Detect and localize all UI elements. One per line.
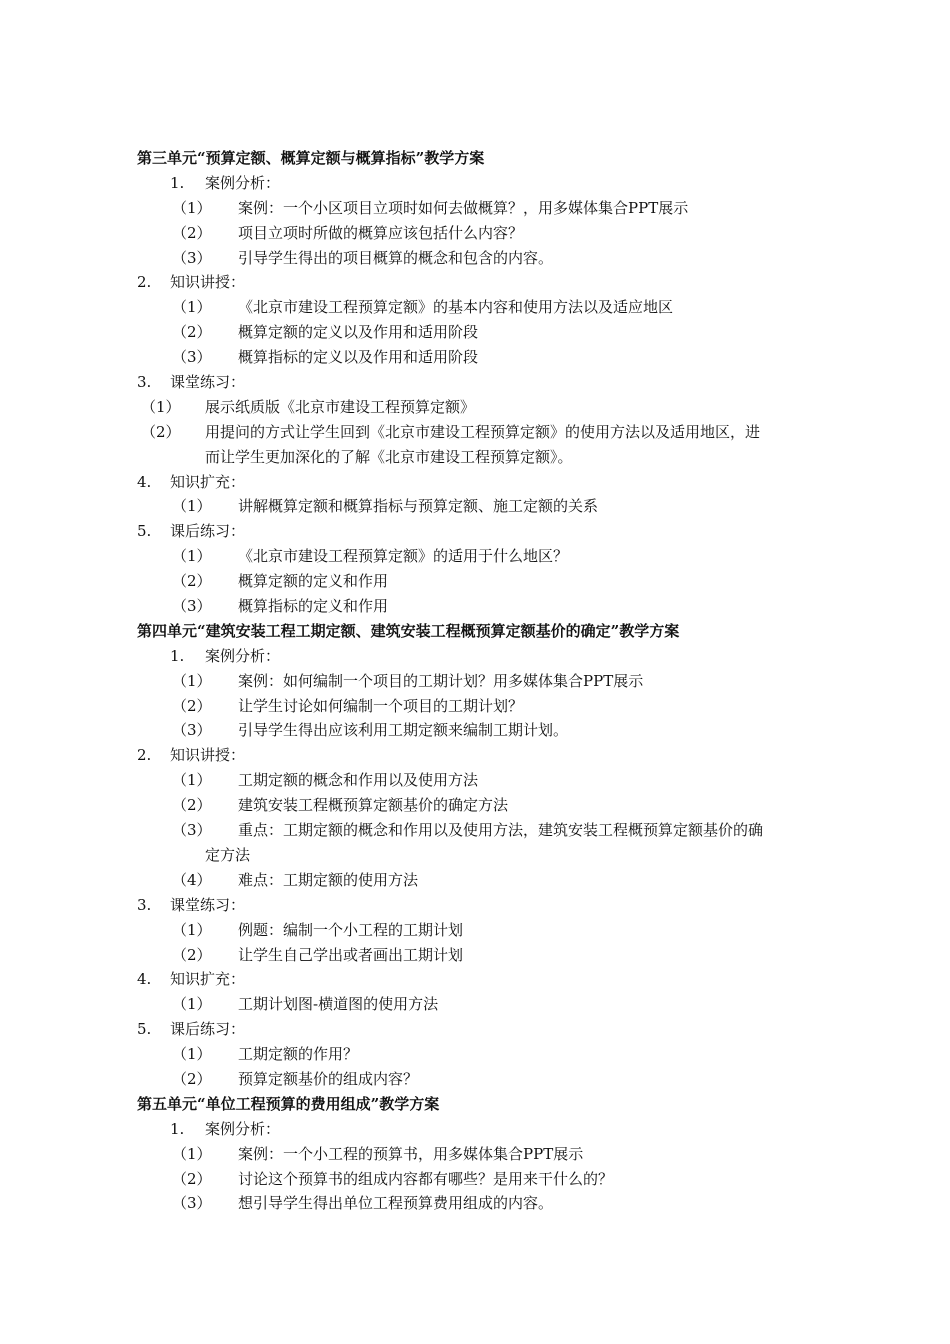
item-text: 案例：如何编制一个项目的工期计划？用多媒体集合PPT展示 <box>238 671 644 690</box>
list-item <box>0 893 950 918</box>
item-number: （2） <box>172 323 212 342</box>
item-number: （1） <box>172 198 212 217</box>
list-item <box>0 1142 950 1167</box>
list-item <box>0 544 950 569</box>
list-item <box>0 445 950 470</box>
item-text: 知识扩充： <box>170 472 246 491</box>
item-text: 工期计划图-横道图的使用方法 <box>238 995 439 1014</box>
item-number: （1） <box>172 771 212 790</box>
item-text: 案例分析： <box>205 173 281 192</box>
item-number: （1） <box>172 547 212 566</box>
list-item <box>0 196 950 221</box>
item-text: 课后练习： <box>170 522 246 541</box>
list-item <box>0 694 950 719</box>
item-text: 展示纸质版《北京市建设工程预算定额》 <box>205 397 476 416</box>
item-text: 知识讲授： <box>170 273 246 292</box>
list-item <box>0 569 950 594</box>
item-text: 重点：工期定额的概念和作用以及使用方法，建筑安装工程概预算定额基价的确 <box>238 821 764 840</box>
item-text: 项目立项时所做的概算应该包括什么内容？ <box>238 223 524 242</box>
item-text: 案例：一个小区项目立项时如何去做概算？，用多媒体集合PPT展示 <box>238 198 689 217</box>
item-number: （1） <box>172 497 212 516</box>
list-item <box>0 669 950 694</box>
item-text: 《北京市建设工程预算定额》的基本内容和使用方法以及适应地区 <box>238 298 674 317</box>
item-number: （4） <box>172 870 212 889</box>
item-number: （1） <box>172 1045 212 1064</box>
item-text: 案例：一个小工程的预算书，用多媒体集合PPT展示 <box>238 1144 584 1163</box>
item-number: （3） <box>172 597 212 616</box>
list-item <box>0 1017 950 1042</box>
item-number: （1） <box>141 397 181 416</box>
list-item <box>0 843 950 868</box>
item-number: （3） <box>172 248 212 267</box>
item-number: （2） <box>172 572 212 591</box>
item-text: 想引导学生得出单位工程预算费用组成的内容。 <box>238 1194 554 1213</box>
item-number: （2） <box>172 1169 212 1188</box>
item-number: （1） <box>172 671 212 690</box>
item-text: 概算指标的定义以及作用和适用阶段 <box>238 348 479 367</box>
item-text: 《北京市建设工程预算定额》的适用于什么地区？ <box>238 547 569 566</box>
list-item <box>0 395 950 420</box>
list-item <box>0 1191 950 1216</box>
item-number: （3） <box>172 721 212 740</box>
item-text: 概算定额的定义以及作用和适用阶段 <box>238 323 479 342</box>
list-item <box>0 1117 950 1142</box>
item-number: （2） <box>172 945 212 964</box>
item-text: 第五单元“单位工程预算的费用组成”教学方案 <box>137 1094 440 1113</box>
item-number: 5. <box>137 1020 152 1039</box>
item-text: 工期定额的概念和作用以及使用方法 <box>238 771 479 790</box>
item-number: （2） <box>172 696 212 715</box>
item-text: 而让学生更加深化的了解《北京市建设工程预算定额》。 <box>205 447 573 466</box>
item-text: 引导学生得出的项目概算的概念和包含的内容。 <box>238 248 554 267</box>
item-number: 4. <box>137 472 152 491</box>
item-number: 3. <box>137 373 152 392</box>
document-body <box>0 146 950 1216</box>
item-text: 知识讲授： <box>170 746 246 765</box>
list-item <box>0 644 950 669</box>
item-text: 工期定额的作用？ <box>238 1045 359 1064</box>
item-text: 讲解概算定额和概算指标与预算定额、施工定额的关系 <box>238 497 599 516</box>
item-text: 用提问的方式让学生回到《北京市建设工程预算定额》的使用方法以及适用地区，进 <box>205 422 761 441</box>
item-text: 预算定额基价的组成内容？ <box>238 1069 419 1088</box>
item-number: （1） <box>172 298 212 317</box>
list-item <box>0 320 950 345</box>
list-item <box>0 868 950 893</box>
item-text: 让学生自己学出或者画出工期计划 <box>238 945 464 964</box>
item-number: （3） <box>172 348 212 367</box>
list-item <box>0 768 950 793</box>
list-item <box>0 594 950 619</box>
unit-heading <box>0 619 950 644</box>
item-number: 2. <box>137 746 152 765</box>
item-text: 概算定额的定义和作用 <box>238 572 389 591</box>
list-item <box>0 270 950 295</box>
item-number: （2） <box>172 223 212 242</box>
list-item <box>0 918 950 943</box>
list-item <box>0 1042 950 1067</box>
item-text: 知识扩充： <box>170 970 246 989</box>
item-text: 课堂练习： <box>170 895 246 914</box>
item-text: 例题：编制一个小工程的工期计划 <box>238 920 464 939</box>
item-text: 概算指标的定义和作用 <box>238 597 389 616</box>
item-text: 难点：工期定额的使用方法 <box>238 870 419 889</box>
list-item <box>0 992 950 1017</box>
item-number: （2） <box>172 1069 212 1088</box>
item-text: 引导学生得出应该利用工期定额来编制工期计划。 <box>238 721 569 740</box>
list-item <box>0 221 950 246</box>
item-text: 建筑安装工程概预算定额基价的确定方法 <box>238 796 509 815</box>
item-text: 案例分析： <box>205 1119 281 1138</box>
list-item <box>0 943 950 968</box>
item-text: 案例分析： <box>205 646 281 665</box>
list-item <box>0 967 950 992</box>
item-number: （3） <box>172 821 212 840</box>
list-item <box>0 295 950 320</box>
item-number: 1. <box>170 1119 185 1138</box>
list-item <box>0 818 950 843</box>
list-item <box>0 171 950 196</box>
item-number: （2） <box>141 422 181 441</box>
list-item <box>0 420 950 445</box>
item-text: 第三单元“预算定额、概算定额与概算指标”教学方案 <box>137 149 485 167</box>
item-number: 1. <box>170 646 185 665</box>
list-item <box>0 743 950 768</box>
list-item <box>0 494 950 519</box>
item-number: 1. <box>170 173 185 192</box>
item-text: 课后练习： <box>170 1020 246 1039</box>
item-number: 4. <box>137 970 152 989</box>
item-number: （2） <box>172 796 212 815</box>
item-text: 讨论这个预算书的组成内容都有哪些？是用来干什么的？ <box>238 1169 614 1188</box>
list-item <box>0 470 950 495</box>
unit-heading <box>0 146 950 171</box>
item-text: 第四单元“建筑安装工程工期定额、建筑安装工程概预算定额基价的确定”教学方案 <box>137 621 680 640</box>
item-number: （1） <box>172 920 212 939</box>
item-text: 让学生讨论如何编制一个项目的工期计划？ <box>238 696 524 715</box>
item-number: 2. <box>137 273 152 292</box>
item-number: （1） <box>172 1144 212 1163</box>
item-number: （1） <box>172 995 212 1014</box>
list-item <box>0 345 950 370</box>
item-text: 课堂练习： <box>170 373 246 392</box>
unit-heading <box>0 1092 950 1117</box>
item-text: 定方法 <box>205 845 251 864</box>
list-item <box>0 246 950 271</box>
list-item <box>0 519 950 544</box>
item-number: 5. <box>137 522 152 541</box>
list-item <box>0 718 950 743</box>
item-number: 3. <box>137 895 152 914</box>
list-item <box>0 1067 950 1092</box>
item-number: （3） <box>172 1194 212 1213</box>
list-item <box>0 1167 950 1192</box>
list-item <box>0 793 950 818</box>
list-item <box>0 370 950 395</box>
